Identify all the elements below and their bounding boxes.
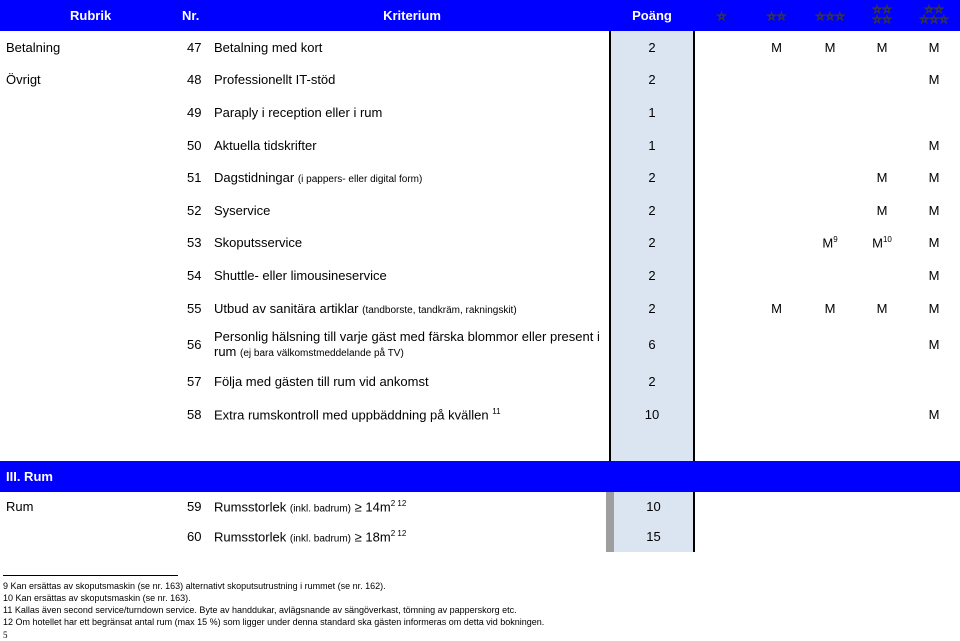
star-level-2-cell: [749, 129, 804, 162]
4-star-icon: ☆☆ ☆☆: [856, 0, 908, 31]
spacer-cell: [856, 431, 908, 461]
star-level-5-cell: [908, 324, 960, 365]
rubrik-label: Betalning: [6, 39, 61, 55]
nr-label: 52: [187, 202, 202, 218]
nr-label: 53: [187, 235, 202, 251]
kriterium-note: (inkl. badrum): [289, 503, 352, 515]
row-rubrik: [0, 227, 178, 260]
row-poang: [610, 129, 694, 162]
star-level-4-cell: [856, 161, 908, 194]
row-number: [178, 161, 214, 194]
poang-value: 10: [644, 406, 660, 422]
star-level-4-cell: [856, 324, 908, 365]
star-level-5-cell: [908, 194, 960, 227]
table-row: [0, 129, 960, 162]
star-level-3-cell: [804, 194, 856, 227]
star-level-5-cell: [908, 96, 960, 129]
footnote-10: 10 Kan ersättas av skoputsmaskin (se nr. 163).: [3, 593, 191, 603]
footnote-ref: 2 12: [390, 528, 407, 538]
star-level-1-cell: [694, 129, 749, 162]
star-level-4-cell: [856, 64, 908, 97]
table-row: [0, 31, 960, 64]
star-level-3-cell: [804, 492, 856, 522]
star-level-3-cell: [804, 129, 856, 162]
poang-value: 2: [648, 39, 656, 55]
star-level-5-mark: M: [928, 39, 940, 55]
nr-label: 51: [187, 170, 202, 186]
rubrik-label: Rum: [6, 499, 34, 515]
star-level-5-cell: [908, 492, 960, 522]
row-number: [178, 194, 214, 227]
row-kriterium: [214, 31, 610, 64]
footnote-ref: 9: [833, 235, 838, 245]
table-row: [0, 292, 960, 325]
star-level-2-cell: [749, 31, 804, 64]
nr-label: 49: [187, 104, 202, 120]
poang-value: 2: [648, 202, 656, 218]
star-level-2-cell: [749, 194, 804, 227]
poang-value: 2: [648, 235, 656, 251]
star-level-5-mark: M: [928, 406, 940, 422]
star-level-1-cell: [694, 492, 749, 522]
row-poang: [610, 64, 694, 97]
table-row: [0, 522, 960, 552]
star-level-3-mark: M: [824, 300, 836, 316]
2-star-icon: ☆☆: [749, 0, 804, 31]
star-level-5-cell: [908, 522, 960, 552]
row-poang: [610, 96, 694, 129]
5-star-icon: ☆☆ ☆☆☆: [908, 0, 960, 31]
table-row: [0, 324, 960, 365]
row-number: [178, 365, 214, 398]
row-kriterium: [214, 227, 610, 260]
kriterium-text: Dagstidningar: [214, 170, 295, 186]
header-poang: Poäng: [610, 0, 694, 31]
spacer-poang: [610, 431, 694, 461]
section-cell: [908, 461, 960, 492]
footnote-ref: 11: [492, 406, 501, 416]
kriterium-note: (inkl. badrum): [289, 533, 352, 545]
row-poang: [610, 398, 694, 431]
star-level-3-cell: [804, 324, 856, 365]
star-level-2-cell: [749, 227, 804, 260]
section-cell: [749, 461, 804, 492]
kriterium-text: Shuttle- eller limousineservice: [214, 267, 387, 283]
row-kriterium: [214, 64, 610, 97]
kriterium-text: Utbud av sanitära artiklar: [214, 300, 359, 316]
star-level-5-mark: M: [928, 72, 940, 88]
star-level-5-cell: [908, 398, 960, 431]
star-level-2-cell: [749, 96, 804, 129]
row-kriterium: [214, 259, 610, 292]
spacer-cell: [0, 431, 178, 461]
star-level-1-cell: [694, 522, 749, 552]
star-level-4-mark: M: [872, 235, 883, 251]
section-poang: [610, 461, 694, 492]
star-level-3-cell: [804, 522, 856, 552]
star-level-5-mark: M: [928, 300, 940, 316]
section-title: [0, 461, 610, 492]
header-kriterium: Kriterium: [214, 0, 610, 31]
nr-label: 55: [187, 300, 202, 316]
row-poang: [610, 259, 694, 292]
poang-value: 15: [646, 529, 661, 545]
kriterium-text: Personlig hälsning till varje gäst med färska blommor eller present i rum: [214, 328, 600, 359]
star-level-1-cell: [694, 31, 749, 64]
nr-label: 59: [187, 499, 202, 515]
size-value: 18m: [365, 529, 391, 545]
row-poang: [610, 161, 694, 194]
kriterium-note: (tandborste, tandkräm, rakningskit): [362, 304, 517, 316]
table-row: [0, 365, 960, 398]
star-level-4-mark: M: [876, 39, 888, 55]
star-level-4-cell: [856, 522, 908, 552]
star-level-1-cell: [694, 161, 749, 194]
row-kriterium: [214, 522, 610, 552]
row-number: [178, 96, 214, 129]
row-number: [178, 398, 214, 431]
rubrik-label: Övrigt: [6, 72, 41, 88]
header-rubrik: Rubrik: [0, 0, 178, 31]
star-level-4-mark: M: [876, 202, 888, 218]
row-rubrik: [0, 324, 178, 365]
nr-label: 50: [187, 137, 202, 153]
star-level-2-cell: [749, 64, 804, 97]
star-level-4-mark: M: [876, 300, 888, 316]
star-level-4-cell: [856, 398, 908, 431]
table-header-row: [0, 0, 960, 31]
row-rubrik: [0, 398, 178, 431]
poang-value: 1: [648, 104, 656, 120]
table-row: [0, 96, 960, 129]
star-level-1-cell: [694, 365, 749, 398]
row-number: [178, 259, 214, 292]
poang-value: 10: [646, 499, 661, 515]
star-level-2-cell: [749, 161, 804, 194]
row-kriterium: [214, 161, 610, 194]
star-level-4-cell: [856, 31, 908, 64]
spacer-row: [0, 431, 960, 461]
ge-symbol: ≥: [354, 529, 362, 545]
row-number: [178, 64, 214, 97]
row-rubrik: [0, 259, 178, 292]
nr-label: 58: [187, 406, 202, 422]
poang-value: 2: [648, 267, 656, 283]
star-level-5-cell: [908, 161, 960, 194]
section-cell: [856, 461, 908, 492]
footnote-12: 12 Om hotellet har ett begränsat antal rum (max 15 %) som ligger under denna standard ska gästen informeras om detta vid bokningen.: [3, 617, 545, 627]
section-title-text: III. Rum: [6, 468, 53, 484]
row-rubrik: [0, 64, 178, 97]
row-poang: [610, 194, 694, 227]
row-rubrik: [0, 492, 178, 522]
poang-value: 2: [648, 374, 656, 390]
section-cell: [694, 461, 749, 492]
star-level-5-mark: M: [928, 202, 940, 218]
kriterium-text: Aktuella tidskrifter: [214, 137, 317, 153]
row-kriterium: [214, 129, 610, 162]
star-level-3-cell: [804, 96, 856, 129]
star-level-1-cell: [694, 259, 749, 292]
star-level-3-cell: [804, 161, 856, 194]
star-level-5-mark: M: [928, 170, 940, 186]
nr-label: 47: [187, 39, 202, 55]
star-level-3-mark: M: [824, 39, 836, 55]
table-row: [0, 398, 960, 431]
star-level-2-mark: M: [771, 39, 782, 55]
row-number: [178, 129, 214, 162]
section-header-row: [0, 461, 960, 492]
star-level-5-cell: [908, 365, 960, 398]
star-level-2-cell: [749, 365, 804, 398]
row-rubrik: [0, 96, 178, 129]
size-value: 14m: [365, 499, 391, 515]
row-kriterium: [214, 292, 610, 325]
kriterium-note: (ej bara välkomstmeddelande på TV): [240, 347, 404, 359]
star-level-2-cell: [749, 398, 804, 431]
table-row: [0, 161, 960, 194]
footnotes: [3, 575, 953, 628]
row-kriterium: [214, 398, 610, 431]
star-level-2-mark: M: [771, 300, 782, 316]
star-level-1-cell: [694, 194, 749, 227]
kriterium-text: Följa med gästen till rum vid ankomst: [214, 374, 429, 390]
star-level-3-cell: [804, 398, 856, 431]
star-level-3-cell: [804, 292, 856, 325]
star-level-5-cell: [908, 259, 960, 292]
star-level-3-cell: [804, 365, 856, 398]
spacer-cell: [694, 431, 749, 461]
page-number: 5: [3, 630, 8, 640]
star-level-4-cell: [856, 227, 908, 260]
row-number: [178, 292, 214, 325]
row-kriterium: [214, 365, 610, 398]
row-poang: [610, 324, 694, 365]
row-poang: [610, 31, 694, 64]
kriterium-text: Syservice: [214, 202, 271, 218]
star-level-3-cell: [804, 64, 856, 97]
ge-symbol: ≥: [354, 499, 362, 515]
table-row: [0, 259, 960, 292]
star-level-2-cell: [749, 324, 804, 365]
row-number: [178, 31, 214, 64]
star-level-5-cell: [908, 292, 960, 325]
row-poang: [610, 522, 694, 552]
star-level-3-cell: [804, 31, 856, 64]
row-rubrik: [0, 31, 178, 64]
star-level-4-cell: [856, 259, 908, 292]
kriterium-text: Professionellt IT-stöd: [214, 72, 336, 88]
star-level-3-cell: [804, 259, 856, 292]
star-level-5-cell: [908, 31, 960, 64]
nr-label: 48: [187, 72, 202, 88]
row-poang: [610, 227, 694, 260]
star-level-5-cell: [908, 64, 960, 97]
star-level-1-cell: [694, 398, 749, 431]
kriterium-text: Extra rumskontroll med uppbäddning på kvällen: [214, 406, 489, 422]
spacer-cell: [214, 431, 610, 461]
star-level-5-mark: M: [928, 235, 940, 251]
table-row: [0, 227, 960, 260]
3-star-icon: ☆☆☆: [804, 0, 856, 31]
row-number: [178, 324, 214, 365]
star-level-2-cell: [749, 492, 804, 522]
kriterium-text: Rumsstorlek: [214, 499, 287, 515]
row-number: [178, 522, 214, 552]
spacer-cell: [804, 431, 856, 461]
row-rubrik: [0, 522, 178, 552]
nr-label: 56: [187, 337, 202, 353]
row-poang: [610, 492, 694, 522]
poang-value: 2: [648, 72, 656, 88]
footnote-ref: 10: [882, 235, 892, 245]
1-star-icon: ☆: [694, 0, 749, 31]
footnote-divider: [3, 575, 178, 576]
star-level-1-cell: [694, 64, 749, 97]
star-level-4-cell: [856, 96, 908, 129]
star-level-2-cell: [749, 522, 804, 552]
star-level-2-cell: [749, 292, 804, 325]
star-level-5-cell: [908, 129, 960, 162]
star-level-5-cell: [908, 227, 960, 260]
star-level-4-cell: [856, 292, 908, 325]
star-level-5-mark: M: [928, 267, 940, 283]
row-rubrik: [0, 365, 178, 398]
footnote-9: 9 Kan ersättas av skoputsmaskin (se nr. 163) alternativt skoputsutrustning i rummet (se nr. 162).: [3, 581, 386, 591]
row-poang: [610, 365, 694, 398]
kriterium-text: Betalning med kort: [214, 39, 323, 55]
star-level-3-mark: M: [822, 235, 834, 251]
star-level-1-cell: [694, 227, 749, 260]
kriterium-text: Paraply i reception eller i rum: [214, 104, 383, 120]
row-kriterium: [214, 324, 610, 365]
kriterium-text: Skoputsservice: [214, 235, 303, 251]
kriterium-note: (i pappers- eller digital form): [297, 174, 423, 186]
table-row: [0, 492, 960, 522]
footnote-11: 11 Kallas även second service/turndown service. Byte av handdukar, avlägsnande av sängöverkast, tömning av papperskorg etc.: [3, 605, 517, 615]
star-level-3-cell: [804, 227, 856, 260]
star-level-1-cell: [694, 96, 749, 129]
star-level-4-cell: [856, 194, 908, 227]
row-poang: [610, 292, 694, 325]
nr-label: 57: [187, 374, 202, 390]
spacer-cell: [908, 431, 960, 461]
section-cell: [804, 461, 856, 492]
row-kriterium: [214, 194, 610, 227]
star-level-2-cell: [749, 259, 804, 292]
star-level-1-cell: [694, 292, 749, 325]
footnote-ref: 2 12: [390, 498, 407, 508]
star-level-4-cell: [856, 129, 908, 162]
nr-label: 54: [187, 267, 202, 283]
row-rubrik: [0, 161, 178, 194]
spacer-cell: [178, 431, 214, 461]
header-nr: Nr.: [178, 0, 214, 31]
poang-value: 2: [648, 300, 656, 316]
star-level-5-mark: M: [928, 137, 940, 153]
row-number: [178, 492, 214, 522]
kriterium-text: Rumsstorlek: [214, 529, 287, 545]
row-kriterium: [214, 96, 610, 129]
table-row: [0, 194, 960, 227]
row-number: [178, 227, 214, 260]
star-level-4-cell: [856, 492, 908, 522]
nr-label: 60: [187, 529, 202, 545]
row-kriterium: [214, 492, 610, 522]
poang-value: 6: [648, 337, 656, 353]
poang-value: 1: [648, 137, 656, 153]
poang-value: 2: [648, 170, 656, 186]
star-level-4-cell: [856, 365, 908, 398]
row-rubrik: [0, 292, 178, 325]
table-row: [0, 64, 960, 97]
star-level-4-mark: M: [876, 170, 888, 186]
star-level-5-mark: M: [928, 337, 940, 353]
row-rubrik: [0, 129, 178, 162]
spacer-cell: [749, 431, 804, 461]
star-level-1-cell: [694, 324, 749, 365]
row-rubrik: [0, 194, 178, 227]
